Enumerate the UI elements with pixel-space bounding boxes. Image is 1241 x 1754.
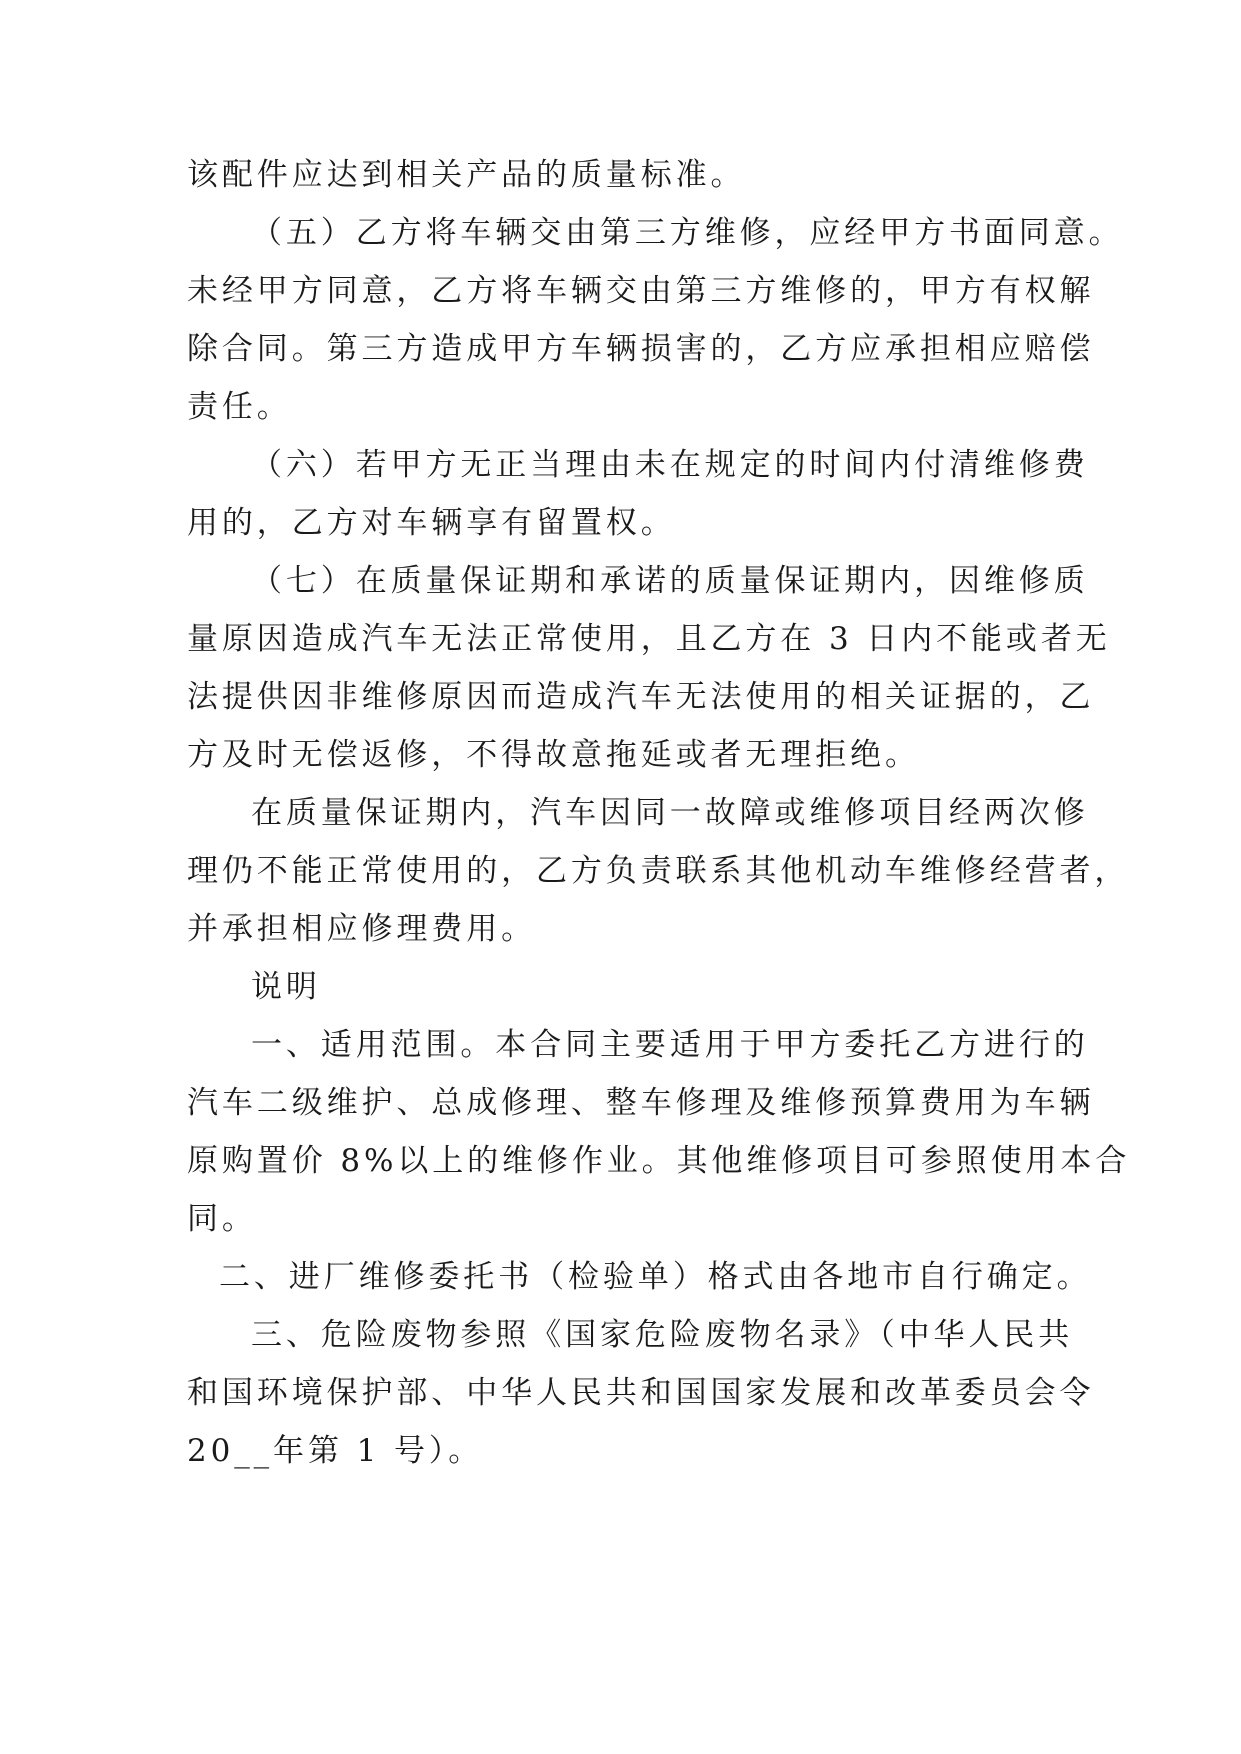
note-3-heading-line: 三、危险废物参照《国家危险废物名录》（中华人民共 bbox=[251, 1317, 1074, 1353]
clause-6-heading-line: （六）若甲方无正当理由未在规定的时间内付清维修费 bbox=[251, 447, 1089, 483]
text-line: 理仍不能正常使用的，乙方负责联系其他机动车维修经营者， bbox=[187, 853, 1130, 889]
text-line: 和国环境保护部、中华人民共和国国家发展和改革委员会令 bbox=[187, 1375, 1095, 1411]
text-line: 并承担相应修理费用。 bbox=[187, 911, 536, 947]
text-line: 同。 bbox=[187, 1201, 257, 1237]
text-line: 除合同。第三方造成甲方车辆损害的，乙方应承担相应赔偿 bbox=[187, 331, 1095, 367]
note-2-line: 二、进厂维修委托书（检验单）格式由各地市自行确定。 bbox=[219, 1259, 1092, 1295]
text-line: 方及时无偿返修，不得故意拖延或者无理拒绝。 bbox=[187, 737, 920, 773]
section-heading-explanation: 说明 bbox=[251, 969, 321, 1005]
text-line: 法提供因非维修原因而造成汽车无法使用的相关证据的，乙 bbox=[187, 679, 1095, 715]
text-line: 量原因造成汽车无法正常使用，且乙方在 3 日内不能或者无 bbox=[187, 621, 1111, 657]
text-line: 责任。 bbox=[187, 389, 292, 425]
clause-7-heading-line: （七）在质量保证期和承诺的质量保证期内，因维修质 bbox=[251, 563, 1089, 599]
text-line: 未经甲方同意，乙方将车辆交由第三方维修的，甲方有权解 bbox=[187, 273, 1095, 309]
text-line: 20__年第 1 号）。 bbox=[187, 1433, 484, 1469]
clause-5-heading-line: （五）乙方将车辆交由第三方维修，应经甲方书面同意。 bbox=[251, 215, 1124, 251]
paragraph-start-line: 在质量保证期内，汽车因同一故障或维修项目经两次修 bbox=[251, 795, 1089, 831]
text-line: 原购置价 8%以上的维修作业。其他维修项目可参照使用本合 bbox=[187, 1143, 1131, 1179]
text-line: 该配件应达到相关产品的质量标准。 bbox=[187, 157, 746, 193]
note-1-heading-line: 一、适用范围。本合同主要适用于甲方委托乙方进行的 bbox=[251, 1027, 1089, 1063]
text-line: 用的，乙方对车辆享有留置权。 bbox=[187, 505, 676, 541]
text-line: 汽车二级维护、总成修理、整车修理及维修预算费用为车辆 bbox=[187, 1085, 1095, 1121]
